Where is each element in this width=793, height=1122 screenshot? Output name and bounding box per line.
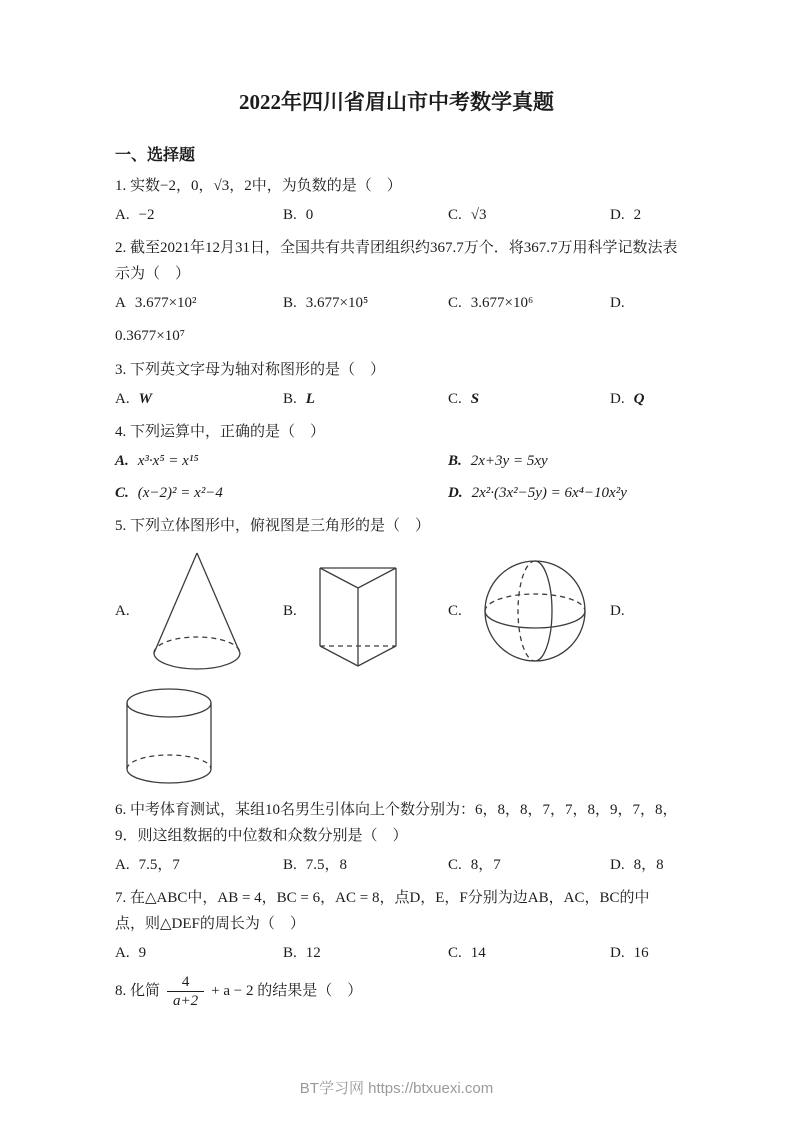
fraction <box>167 973 204 1010</box>
option-value: 0 <box>305 207 314 223</box>
option-label: A. <box>115 857 130 873</box>
option-value: 14 <box>470 945 486 961</box>
option-label: A. <box>115 602 130 619</box>
option-a <box>115 290 283 316</box>
question-1-text: 1. 实数−2，0，√3，2中，为负数的是（ ） <box>115 178 402 194</box>
option-label: C. <box>448 602 462 619</box>
option-a <box>115 852 283 878</box>
section-heading: 一、选择题 <box>115 147 196 164</box>
option-label: A. <box>115 207 130 223</box>
triangular-prism-icon <box>316 550 400 672</box>
option-label: C. <box>115 485 129 501</box>
option-value: 2 <box>633 207 642 223</box>
option-a <box>115 202 283 228</box>
question-7-text: 7. 在△ABC中，AB = 4，BC = 6，AC = 8，点D，E，F分别为边AB，AC，BC的中点，则△DEF的周长为（ ） <box>115 890 650 932</box>
option-value: −2 <box>138 207 155 223</box>
option-value: 16 <box>633 945 649 961</box>
question-5 <box>115 513 678 787</box>
option-label: B. <box>448 453 462 469</box>
fraction-numerator: 4 <box>167 973 204 992</box>
question-1 <box>115 173 678 228</box>
question-2-text: 2. 截至2021年12月31日，全国共有共青团组织约367.7万个．将367.7万用科学记数法表示为（ ） <box>115 240 678 282</box>
question-2-options <box>115 290 678 316</box>
option-value: 2x+3y = 5xy <box>470 453 548 469</box>
option-label: D. <box>610 602 625 619</box>
option-value: W <box>138 391 152 407</box>
question-6-text: 6. 中考体育测试，某组10名男生引体向上个数分别为：6，8，8，7，7，8，9，7，8，9．则这组数据的中位数和众数分别是（ ） <box>115 802 678 844</box>
option-b <box>283 550 448 672</box>
question-5-text: 5. 下列立体图形中，俯视图是三角形的是（ ） <box>115 518 431 534</box>
question-2 <box>115 235 678 349</box>
option-label: D. <box>448 485 463 501</box>
option-value: 12 <box>305 945 321 961</box>
question-3-options <box>115 386 678 412</box>
question-4 <box>115 419 678 506</box>
option-b <box>283 202 448 228</box>
option-label: B. <box>283 391 297 407</box>
option-c <box>448 386 610 412</box>
option-a <box>115 940 283 966</box>
footer-watermark: BT学习网 https://btxuexi.com <box>299 1080 494 1097</box>
cone-icon <box>149 549 245 673</box>
question-8 <box>115 973 678 1010</box>
question-7-options <box>115 940 678 966</box>
fraction-denominator: a+2 <box>173 993 199 1009</box>
option-label: B. <box>283 295 297 311</box>
option-value: L <box>305 391 315 407</box>
option-label: A <box>115 295 126 311</box>
option-label: C. <box>448 295 462 311</box>
option-label: B. <box>283 207 297 223</box>
option-c <box>448 852 610 878</box>
question-7 <box>115 885 678 966</box>
option-label: D. <box>610 857 625 873</box>
question-3 <box>115 357 678 412</box>
option-b <box>283 852 448 878</box>
option-label: D. <box>610 207 625 223</box>
option-value: 8，7 <box>470 857 501 873</box>
question-8-suffix: + a − 2 的结果是（ ） <box>211 983 363 1000</box>
question-8-prefix: 8. 化简 <box>115 983 161 1000</box>
page-title: 2022年四川省眉山市中考数学真题 <box>239 90 554 114</box>
option-a <box>115 386 283 412</box>
question-3-text: 3. 下列英文字母为轴对称图形的是（ ） <box>115 362 386 378</box>
option-label: C. <box>448 207 462 223</box>
option-d <box>610 290 678 316</box>
option-b <box>283 386 448 412</box>
option-c <box>115 480 448 506</box>
option-value: 7.5，8 <box>305 857 348 873</box>
option-label: C. <box>448 391 462 407</box>
option-a <box>115 448 448 474</box>
option-c <box>448 557 610 665</box>
option-d <box>610 852 678 878</box>
question-1-options <box>115 202 678 228</box>
option-value: 7.5，7 <box>138 857 180 873</box>
option-c <box>448 940 610 966</box>
question-6 <box>115 797 678 878</box>
option-d <box>610 940 678 966</box>
question-4-options <box>115 448 678 506</box>
option-d-continuation: 0.3677×10⁷ <box>115 328 185 344</box>
option-value: x³·x⁵ = x¹⁵ <box>137 453 199 469</box>
option-d <box>610 386 678 412</box>
question-6-options <box>115 852 678 878</box>
option-value: 2x²·(3x²−5y) = 6x⁴−10x²y <box>471 485 627 501</box>
option-value: (x−2)² = x²−4 <box>137 485 223 501</box>
option-label: A. <box>115 453 129 469</box>
option-value: 8，8 <box>633 857 664 873</box>
option-label: B. <box>283 602 297 619</box>
option-value: 9 <box>138 945 147 961</box>
option-value: S <box>470 391 480 407</box>
option-label: D. <box>610 391 625 407</box>
option-b <box>283 290 448 316</box>
option-label: D. <box>610 295 625 311</box>
option-c <box>448 290 610 316</box>
option-value: √3 <box>470 207 487 223</box>
option-a <box>115 549 283 673</box>
option-c <box>448 202 610 228</box>
option-label: D. <box>610 945 625 961</box>
option-value: 3.677×10⁶ <box>470 295 534 311</box>
option-b <box>283 940 448 966</box>
option-value: Q <box>633 391 645 407</box>
option-d <box>610 202 678 228</box>
option-b <box>448 448 678 474</box>
option-label: C. <box>448 945 462 961</box>
option-d <box>610 603 678 620</box>
question-4-text: 4. 下列运算中，正确的是（ ） <box>115 424 326 440</box>
sphere-icon <box>481 557 589 665</box>
option-d-figure <box>123 685 678 787</box>
option-value: 3.677×10² <box>134 295 197 311</box>
cylinder-icon <box>123 685 215 787</box>
option-label: A. <box>115 945 130 961</box>
option-value: 3.677×10⁵ <box>305 295 369 311</box>
option-label: C. <box>448 857 462 873</box>
option-label: B. <box>283 857 297 873</box>
option-label: B. <box>283 945 297 961</box>
option-d <box>448 480 678 506</box>
option-label: A. <box>115 391 130 407</box>
question-5-figures <box>115 549 678 673</box>
